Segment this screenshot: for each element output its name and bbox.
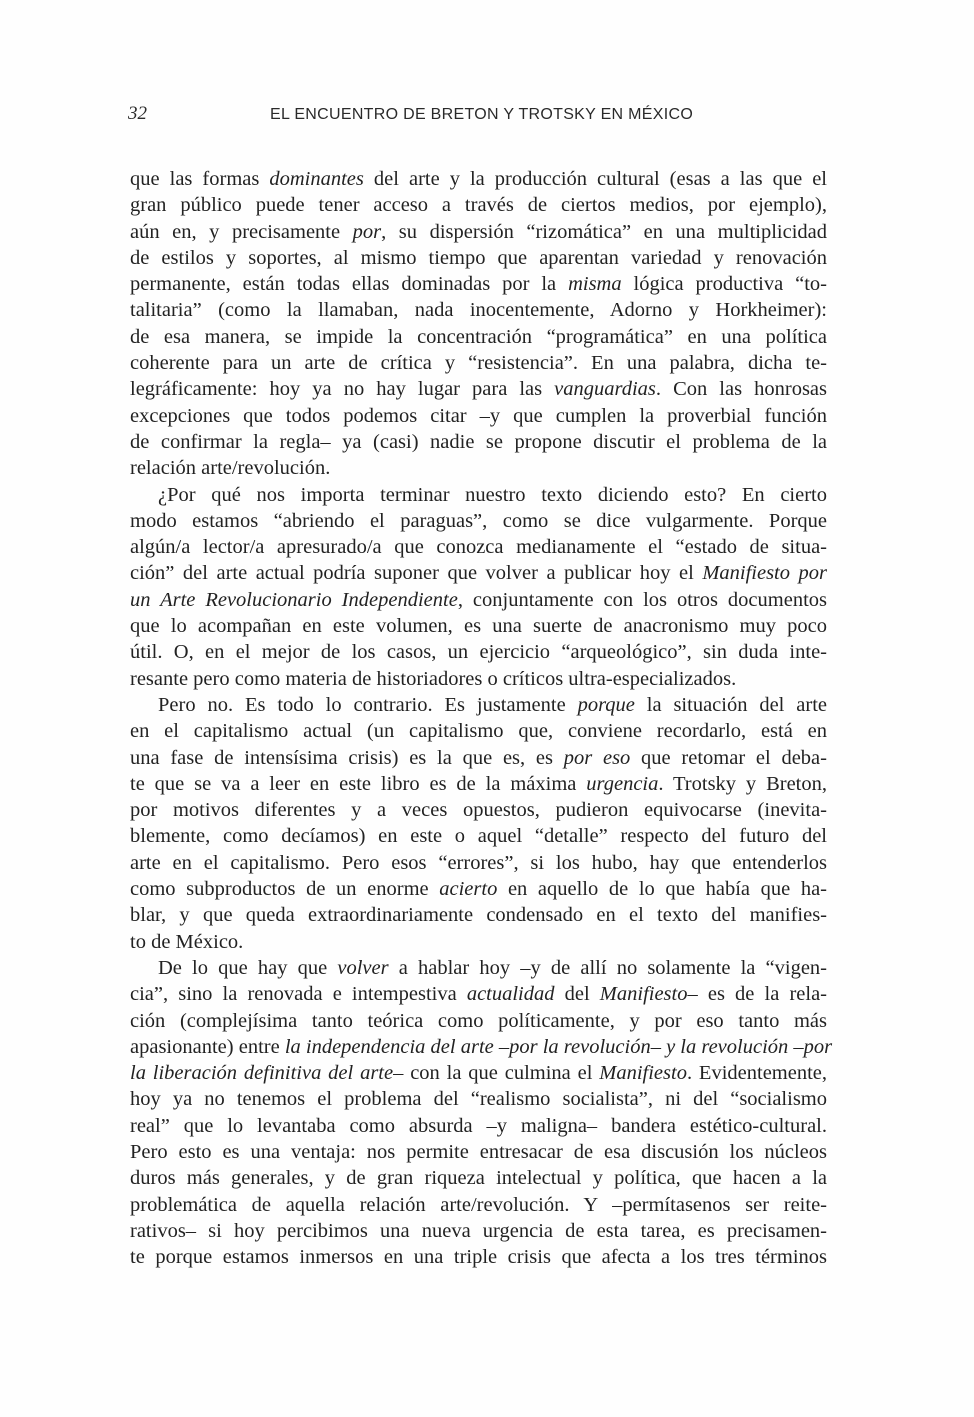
text-segment: problemática de aquella relación arte/revolución. Y –permítasenos ser reite- xyxy=(130,1193,827,1216)
italic-text: acierto xyxy=(439,878,498,901)
text-segment: real” que lo levantaba como absurda –y maligna– bandera estético-cultural. xyxy=(130,1114,827,1137)
text-line xyxy=(130,613,827,639)
italic-text: Manifiesto xyxy=(599,1062,687,1085)
text-line xyxy=(130,534,827,560)
text-line xyxy=(130,876,827,902)
text-segment: , su dispersión “rizomática” en una multiplicidad xyxy=(381,220,827,243)
text-segment: rativos– si hoy percibimos una nueva urgencia de esta tarea, es precisamen- xyxy=(130,1219,827,1242)
text-segment: De lo que hay que xyxy=(158,956,338,979)
text-line xyxy=(130,692,827,718)
text-line xyxy=(130,771,827,797)
text-segment: . Evidentemente, xyxy=(686,1062,828,1085)
text-segment: te que se va a leer en este libro es de la máxima xyxy=(130,772,587,795)
text-segment: a hablar hoy –y de allí no solamente la “vigen- xyxy=(388,956,827,979)
text-segment: en aquello de lo que había que ha- xyxy=(497,878,827,901)
text-segment: , conjuntamente con los otros documentos xyxy=(457,588,827,611)
text-line xyxy=(130,981,827,1007)
text-segment: algún/a lector/a apresurado/a que conozca medianamente el “estado de situa- xyxy=(130,536,827,559)
text-segment: blar, y que queda extraordinariamente condensado en el texto del manifies- xyxy=(130,904,827,927)
text-segment: lógica productiva “to- xyxy=(621,273,827,296)
text-segment: cia”, sino la renovada e intempestiva xyxy=(130,983,467,1006)
text-line xyxy=(130,745,827,771)
italic-text: urgencia xyxy=(586,772,659,795)
text-line xyxy=(130,1165,827,1191)
italic-text: Manifiesto xyxy=(599,983,688,1006)
text-segment: que lo acompañan en este volumen, es una suerte de anacronismo muy poco xyxy=(130,615,827,638)
text-line xyxy=(130,350,827,376)
text-segment: Pero no. Es todo lo contrario. Es justamente xyxy=(158,693,578,716)
text-segment: por motivos diferentes y a veces opuestos, pudieron equivocarse (inevita- xyxy=(130,799,827,822)
text-segment: aún en, y precisamente xyxy=(130,220,353,243)
text-line xyxy=(130,1060,827,1086)
text-segment: to de México. xyxy=(130,930,244,953)
body-text xyxy=(130,166,833,1270)
text-segment: de confirmar la regla– ya (casi) nadie se propone discutir el problema de la xyxy=(130,430,827,453)
text-segment: que las formas xyxy=(130,168,270,190)
text-line xyxy=(130,797,827,823)
text-line xyxy=(130,1192,827,1218)
text-segment: blemente, como decíamos) en este o aquel “detalle” respecto del futuro del xyxy=(130,825,827,848)
italic-text: por xyxy=(352,220,382,243)
text-segment: talitaria” (como la llamaban, nada inocentemente, Adorno y Horkheimer): xyxy=(130,299,827,322)
text-line xyxy=(130,297,827,323)
text-segment: una fase de intensísima crisis) es la que es, es xyxy=(130,746,564,769)
text-segment: como subproductos de un enorme xyxy=(130,878,440,901)
italic-text: por eso xyxy=(563,746,631,769)
text-segment: apasionante) entre xyxy=(130,1035,285,1058)
text-segment: Pero esto es una ventaja: nos permite entresacar de esa discusión los núcleos xyxy=(130,1140,827,1163)
text-line xyxy=(130,482,827,508)
text-line xyxy=(130,219,827,245)
text-line xyxy=(130,1113,827,1139)
text-segment: ¿Por qué nos importa terminar nuestro texto diciendo esto? En cierto xyxy=(158,483,827,506)
text-segment: de estilos y soportes, al mismo tiempo que aparentan variedad y renovación xyxy=(130,246,827,269)
text-segment: . Trotsky y Breton, xyxy=(658,772,827,795)
text-line xyxy=(130,271,827,297)
italic-text: porque xyxy=(577,693,635,716)
text-segment: arte en el capitalismo. Pero esos “errores”, si los hubo, hay que entenderlos xyxy=(130,851,827,874)
text-segment: te porque estamos inmersos en una triple crisis que afecta a los tres términos xyxy=(130,1246,827,1269)
text-line xyxy=(130,902,827,928)
text-segment: gran público puede tener acceso a través de ciertos medios, por ejemplo), xyxy=(130,194,827,217)
italic-text: la liberación definitiva del arte xyxy=(130,1062,394,1085)
text-line xyxy=(130,455,827,481)
text-segment: útil. O, en el mejor de los casos, un ejercicio “arqueológico”, sin duda inte- xyxy=(130,641,827,664)
text-line xyxy=(130,1139,827,1165)
text-line xyxy=(130,1244,827,1270)
text-line xyxy=(130,1086,827,1112)
text-line xyxy=(130,587,827,613)
text-line xyxy=(130,1008,827,1034)
text-line xyxy=(130,929,827,955)
text-segment: del arte y la producción cultural (esas a las que el xyxy=(363,168,827,190)
text-line xyxy=(130,639,827,665)
text-line xyxy=(130,666,827,692)
text-line xyxy=(130,1034,833,1060)
text-line xyxy=(130,508,827,534)
italic-text: Manifiesto por xyxy=(702,562,827,585)
italic-text: la independencia del arte –por la revolución– y la revolución –por xyxy=(284,1035,833,1058)
text-line xyxy=(130,245,827,271)
text-line xyxy=(130,850,827,876)
text-segment: en el capitalismo actual (un capitalismo que, conviene recordarlo, está en xyxy=(130,720,827,743)
text-line xyxy=(130,429,827,455)
text-line xyxy=(130,823,827,849)
italic-text: misma xyxy=(568,273,622,296)
italic-text: volver xyxy=(337,956,389,979)
text-line xyxy=(130,403,827,429)
text-line xyxy=(130,718,827,744)
text-segment: legráficamente: hoy ya no hay lugar para las xyxy=(130,378,555,401)
text-segment: ción” del arte actual podría suponer que volver a publicar hoy el xyxy=(130,562,703,585)
text-segment: duros más generales, y de gran riqueza intelectual y política, que hacen a la xyxy=(130,1167,827,1190)
text-segment: – es de la rela- xyxy=(687,983,827,1006)
text-segment: . Con las honrosas xyxy=(655,378,827,401)
text-segment: ción (complejísima tanto teórica como políticamente, y por eso tanto más xyxy=(130,1009,827,1032)
text-segment: que retomar el deba- xyxy=(630,746,827,769)
running-title: EL ENCUENTRO DE BRETON Y TROTSKY EN MÉXICO xyxy=(270,106,694,123)
text-segment: hoy ya no tenemos el problema del “realismo socialista”, ni del “socialismo xyxy=(130,1088,827,1111)
text-segment: permanente, están todas ellas dominadas por la xyxy=(130,273,569,296)
text-line xyxy=(130,1218,827,1244)
text-line xyxy=(130,166,827,192)
italic-text: un Arte Revolucionario Independiente xyxy=(130,588,458,611)
page-number: 32 xyxy=(128,103,147,124)
text-line xyxy=(130,324,827,350)
text-line xyxy=(130,376,827,402)
text-segment: – con la que culmina el xyxy=(393,1062,600,1085)
text-segment: del xyxy=(554,983,600,1006)
text-segment: coherente para un arte de crítica y “resistencia”. En una palabra, dicha te- xyxy=(130,352,827,375)
text-segment: excepciones que todos podemos citar –y que cumplen la proverbial función xyxy=(130,404,827,427)
italic-text: dominantes xyxy=(269,168,364,190)
text-segment: relación arte/revolución. xyxy=(130,457,331,480)
italic-text: vanguardias xyxy=(554,378,656,401)
text-line xyxy=(130,560,827,586)
text-segment: resante pero como materia de historiadores o críticos ultra-especializados. xyxy=(130,667,737,690)
text-segment: modo estamos “abriendo el paraguas”, como se dice vulgarmente. Porque xyxy=(130,509,827,532)
text-segment: de esa manera, se impide la concentración “programática” en una política xyxy=(130,325,827,348)
text-segment: la situación del arte xyxy=(634,693,827,716)
italic-text: actualidad xyxy=(466,983,555,1006)
text-line xyxy=(130,192,827,218)
text-line xyxy=(130,955,827,981)
